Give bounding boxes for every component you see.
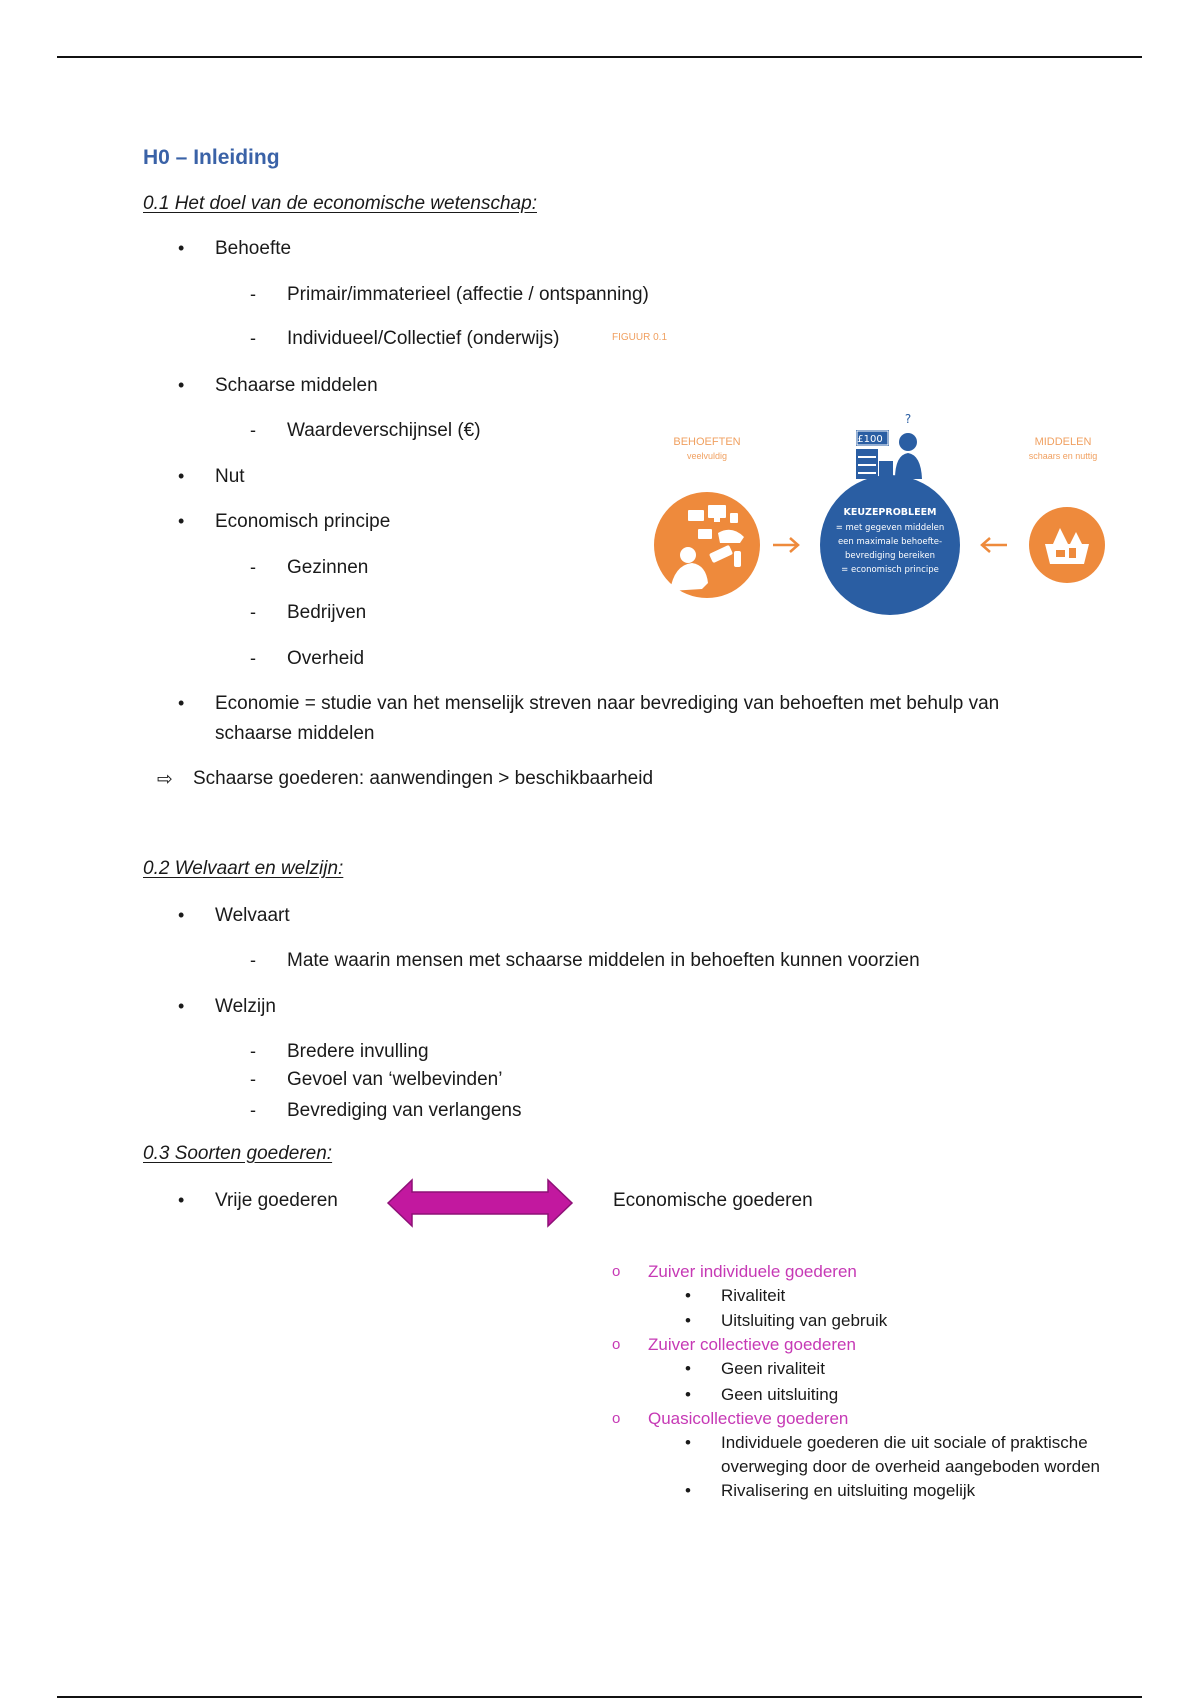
list-item-bedrijven: Bedrijven <box>287 602 367 623</box>
list-item-welzijn: Welzijn <box>215 996 276 1017</box>
keuzeprobleem-line2: een maximale behoefte- <box>837 537 943 547</box>
circle-bullet-glyph: o <box>612 1263 621 1280</box>
bullet-glyph: • <box>178 511 185 531</box>
section-heading-0-2: 0.2 Welvaart en welzijn: <box>143 858 344 879</box>
section-heading-0-1: 0.1 Het doel van de economische wetenschap: <box>143 193 537 214</box>
list-item-gevoel: Gevoel van ‘welbevinden’ <box>287 1069 503 1090</box>
list-item-individueel: Individueel/Collectief (onderwijs) <box>287 328 560 349</box>
dash-glyph: - <box>250 557 256 577</box>
keuzeprobleem-title: KEUZEPROBLEEM <box>843 507 937 518</box>
list-item-economisch-principe: Economisch principe <box>215 511 391 532</box>
bullet-glyph: • <box>685 1385 691 1404</box>
bullet-glyph: • <box>685 1311 691 1330</box>
kenmerk-individuele-goederen-line2: overweging door de overheid aangeboden worden <box>721 1457 1101 1476</box>
question-mark: ? <box>904 412 912 426</box>
figure-behoeften-sub: veelvuldig <box>686 451 728 461</box>
dash-glyph: - <box>250 950 256 970</box>
list-item-waardeverschijnsel: Waardeverschijnsel (€) <box>287 420 481 441</box>
keuzeprobleem-line1: = met gegeven middelen <box>835 523 945 533</box>
kenmerk-geen-uitsluiting: Geen uitsluiting <box>721 1385 839 1404</box>
vrije-goederen-label: Vrije goederen <box>215 1190 338 1211</box>
economie-definition-line2: schaarse middelen <box>215 723 375 744</box>
list-item-bredere-invulling: Bredere invulling <box>287 1041 429 1062</box>
dash-glyph: - <box>250 284 256 304</box>
figure-economic-choice <box>650 405 1120 620</box>
dash-glyph: - <box>250 602 256 622</box>
kenmerk-uitsluiting: Uitsluiting van gebruik <box>721 1311 888 1330</box>
figure-middelen-label: MIDDELEN <box>1034 436 1092 448</box>
kenmerk-rivalisering: Rivalisering en uitsluiting mogelijk <box>721 1481 976 1500</box>
bullet-glyph: • <box>178 375 185 395</box>
bullet-glyph: • <box>178 693 185 713</box>
section-heading-0-3: 0.3 Soorten goederen: <box>143 1143 333 1164</box>
keuzeprobleem-line4: = economisch principe <box>841 565 939 575</box>
kenmerk-rivaliteit: Rivaliteit <box>721 1286 786 1305</box>
footer-rule <box>57 1696 1142 1698</box>
figure-behoeften-label: BEHOEFTEN <box>673 436 741 448</box>
bullet-glyph: • <box>178 466 185 486</box>
list-item-gezinnen: Gezinnen <box>287 557 369 578</box>
bullet-glyph: • <box>178 905 185 925</box>
figure-caption: FIGUUR 0.1 <box>612 332 668 343</box>
arrow-left-icon <box>982 538 1007 552</box>
list-item-bevrediging: Bevrediging van verlangens <box>287 1100 522 1121</box>
list-item-schaarse-middelen: Schaarse middelen <box>215 375 378 396</box>
goederen-type-individueel: Zuiver individuele goederen <box>648 1262 857 1281</box>
bullet-glyph: • <box>178 238 185 258</box>
dash-glyph: - <box>250 328 256 348</box>
bullet-glyph: • <box>685 1359 691 1378</box>
bullet-glyph: • <box>178 996 185 1016</box>
dash-glyph: - <box>250 1069 256 1089</box>
list-item-primair: Primair/immaterieel (affectie / ontspanning) <box>287 284 649 305</box>
arrow-icon: ⇨ <box>157 769 173 790</box>
bullet-glyph: • <box>685 1286 691 1305</box>
price-label: £100 <box>857 434 883 445</box>
page-title: H0 – Inleiding <box>143 146 280 169</box>
arrow-right-icon <box>773 538 798 552</box>
list-item-welvaart-definition: Mate waarin mensen met schaarse middelen in behoeften kunnen voorzien <box>287 950 920 971</box>
dash-glyph: - <box>250 648 256 668</box>
list-item-overheid: Overheid <box>287 648 365 669</box>
header-rule <box>57 56 1142 58</box>
schaarse-goederen-line: Schaarse goederen: aanwendingen > beschikbaarheid <box>193 768 654 789</box>
dash-glyph: - <box>250 420 256 440</box>
bullet-glyph: • <box>178 1190 185 1210</box>
circle-bullet-glyph: o <box>612 1336 621 1353</box>
economische-goederen-label: Economische goederen <box>613 1190 813 1211</box>
list-item-behoefte: Behoefte <box>215 238 292 259</box>
dash-glyph: - <box>250 1100 256 1120</box>
double-arrow-icon <box>386 1178 574 1228</box>
figure-middelen-sub: schaars en nuttig <box>1028 451 1098 461</box>
dash-glyph: - <box>250 1041 256 1061</box>
keuzeprobleem-line3: bevrediging bereiken <box>845 551 935 561</box>
goederen-type-quasicollectief: Quasicollectieve goederen <box>648 1409 849 1428</box>
kenmerk-geen-rivaliteit: Geen rivaliteit <box>721 1359 825 1378</box>
bullet-glyph: • <box>685 1481 691 1500</box>
kenmerk-individuele-goederen-line1: Individuele goederen die uit sociale of praktische <box>721 1433 1088 1452</box>
goederen-type-collectief: Zuiver collectieve goederen <box>648 1335 856 1354</box>
list-item-nut: Nut <box>215 466 245 487</box>
list-item-welvaart: Welvaart <box>215 905 290 926</box>
bullet-glyph: • <box>685 1433 691 1452</box>
circle-bullet-glyph: o <box>612 1410 621 1427</box>
economie-definition-line1: Economie = studie van het menselijk streven naar bevrediging van behoeften met behulp van <box>215 693 1000 714</box>
